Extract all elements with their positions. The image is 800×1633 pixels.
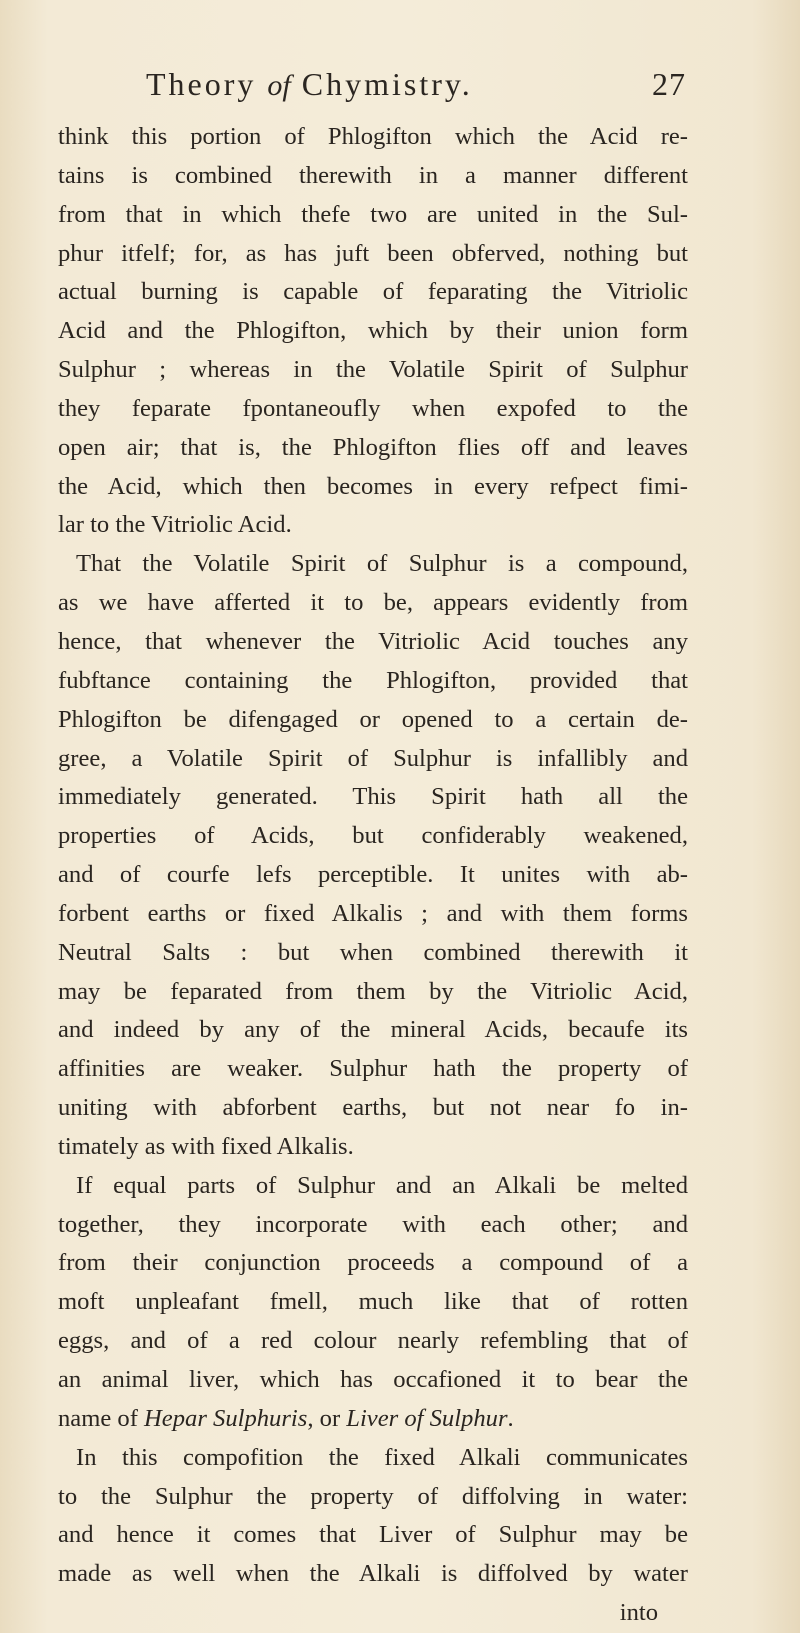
body-text	[58, 118, 688, 1633]
text-line: tains is combined therewith in a manner different	[58, 161, 688, 189]
text-line: made as well when the Alkali is diffolved by water	[58, 1560, 688, 1588]
running-title	[146, 66, 473, 103]
text-line: the Acid, which then becomes in every refpect fimi-	[58, 472, 688, 500]
text-line: and indeed by any of the mineral Acids, becaufe its	[58, 1016, 688, 1044]
text-line-hepar	[58, 1400, 688, 1439]
text-line: moft unpleafant fmell, much like that of rotten	[58, 1288, 688, 1316]
text-line: timately as with fixed Alkalis.	[58, 1132, 354, 1160]
text-line: hence, that whenever the Vitriolic Acid touches any	[58, 627, 688, 655]
text-line: may be feparated from them by the Vitriolic Acid,	[58, 977, 688, 1005]
text-line: forbent earths or fixed Alkalis ; and with them forms	[58, 899, 688, 927]
page-number: 27	[652, 66, 686, 102]
text-line: In this compofition the fixed Alkali communicates	[76, 1443, 688, 1471]
italic-term-liver-of-sulphur: Liver of Sulphur	[346, 1404, 508, 1432]
catchword: into	[619, 1599, 658, 1627]
text-fragment: .	[507, 1404, 514, 1432]
text-line: Neutral Salts : but when combined therewith it	[58, 938, 688, 966]
italic-term-hepar-sulphuris: Hepar Sulphuris	[144, 1404, 308, 1432]
text-line: open air; that is, the Phlogifton flies off and leaves	[58, 433, 688, 461]
text-line: from that in which thefe two are united in the Sul-	[58, 200, 688, 228]
running-head	[146, 66, 686, 116]
text-line: Acid and the Phlogifton, which by their union form	[58, 317, 688, 345]
running-title-part1: Theory	[146, 66, 268, 102]
text-line: properties of Acids, but confiderably weakened,	[58, 822, 688, 850]
text-line: eggs, and of a red colour nearly refembling that of	[58, 1327, 688, 1355]
text-fragment: , or	[307, 1404, 347, 1432]
text-line: think this portion of Phlogifton which the Acid re-	[58, 123, 688, 150]
text-line: phur itfelf; for, as has juft been obferved, nothing but	[58, 239, 688, 267]
text-line: as we have afferted it to be, appears evidently from	[58, 589, 688, 617]
text-line: and of courfe lefs perceptible. It unites with ab-	[58, 861, 688, 889]
text-line: immediately generated. This Spirit hath all the	[58, 783, 688, 811]
text-line: fubftance containing the Phlogifton, provided that	[58, 666, 688, 694]
text-line: actual burning is capable of feparating the Vitriolic	[58, 278, 688, 306]
text-line: Phlogifton be difengaged or opened to a certain de-	[58, 705, 688, 733]
text-line: an animal liver, which has occafioned it to bear the	[58, 1366, 688, 1393]
text-fragment: name of	[58, 1404, 145, 1432]
text-line: they feparate fpontaneoufly when expofed to the	[58, 394, 688, 422]
text-line: gree, a Volatile Spirit of Sulphur is infallibly and	[58, 744, 688, 772]
text-line: and hence it comes that Liver of Sulphur may be	[58, 1521, 688, 1549]
running-title-of: of	[267, 69, 291, 102]
text-line: If equal parts of Sulphur and an Alkali be melted	[76, 1171, 688, 1199]
text-line: together, they incorporate with each other; and	[58, 1210, 688, 1238]
text-line: lar to the Vitriolic Acid.	[58, 511, 292, 539]
text-line: That the Volatile Spirit of Sulphur is a compound,	[76, 550, 688, 578]
text-line: uniting with abforbent earths, but not near fo in-	[58, 1094, 688, 1122]
text-line: to the Sulphur the property of diffolving in water:	[58, 1482, 688, 1510]
text-line: Sulphur ; whereas in the Volatile Spirit of Sulphur	[58, 356, 688, 384]
text-line: affinities are weaker. Sulphur hath the property of	[58, 1055, 688, 1083]
text-line: from their conjunction proceeds a compound of a	[58, 1249, 688, 1277]
running-title-part2: Chymistry.	[290, 66, 473, 102]
